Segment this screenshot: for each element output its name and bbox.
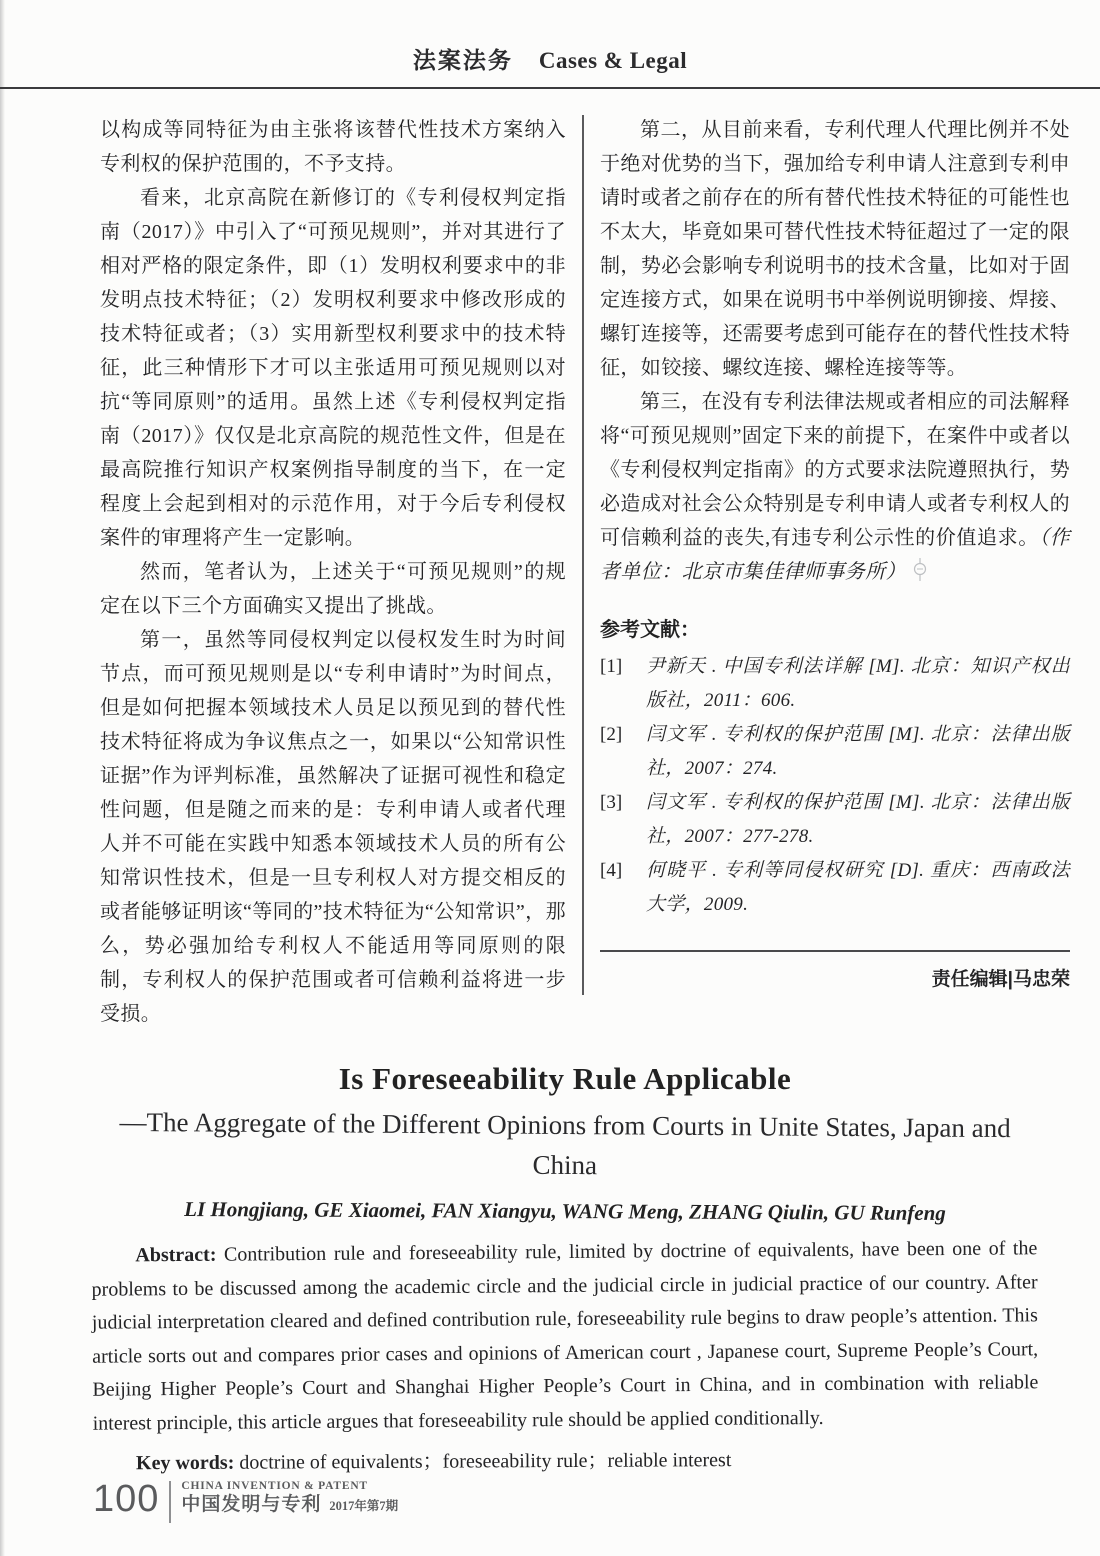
reference-text: 何晓平 . 专利等同侵权研究 [D]. 重庆：西南政法大学，2009. — [646, 860, 1070, 915]
references-heading: 参考文献： — [600, 619, 700, 641]
section-title-zh: 法案法务 — [412, 47, 513, 73]
reference-item — [600, 718, 1070, 786]
reference-item — [600, 854, 1070, 922]
journal-identity — [181, 1480, 398, 1516]
paragraph: 第一，虽然等同侵权判定以侵权发生时为时间节点，而可预见规则是以“专利申请时”为时间点，但是如何把握本领域技术人员足以预见到的替代性技术特征将成为争议焦点之一，如果以“公知常识性证据”作为评判标准，虽然解决了证据可视性和稳定性问题，但是随之而来的是：专利申请人或者代理人并不可能在实践中知悉本领域技术人员的所有公知常识性技术，但是一旦专利权人对方提交相反的或者能够证明该“等同的”技术特征为“公知常识”，那么，势必强加给专利权人不能适用等同原则的限制，专利权人的保护范围或者可信赖利益将进一步受损。 — [100, 629, 566, 1025]
reference-number: [4] — [600, 860, 623, 881]
reference-item — [600, 786, 1070, 854]
reference-text: 闫文军 . 专利权的保护范围 [M]. 北京：法律出版社，2007：274. — [646, 724, 1070, 779]
english-title: Is Foreseeability Rule Applicable — [338, 1061, 792, 1096]
journal-name-en: CHINA INVENTION & PATENT — [181, 1480, 368, 1492]
scan-edge-shadow — [0, 0, 5, 1556]
journal-name-zh: 中国发明与专利 — [181, 1494, 322, 1516]
reference-number: [1] — [600, 656, 623, 677]
abstract-text: Contribution rule and foreseeability rule, limited by doctrine of equivalents, have been one of the problems to be discussed among the academic circle and the judicial circle in judicial practice of our country. After judicial interpretation cleared and defined contribution rule, foreseeability rule begins to draw people’s attention. This article sorts out and compares prior cases and opinions of American court , Japanese court, Supreme People’s Court, Beijing Higher People’s Court and Shanghai Higher People’s Court in China, and in combination with reliable interest principle, this article argues that foreseeability rule should be applied conditionally. — [91, 1237, 1039, 1435]
reference-number: [2] — [600, 724, 623, 745]
editor-rule — [600, 950, 1070, 952]
reference-text: 尹新天 . 中国专利法详解 [M]. 北京：知识产权出版社，2011：606. — [646, 656, 1070, 711]
paragraph: 看来，北京高院在新修订的《专利侵权判定指南（2017）》中引入了“可预见规则”，并对其进行了相对严格的限定条件，即（1）发明权利要求中的非发明点技术特征；（2）发明权利要求中修改形成的技术特征或者；（3）实用新型权利要求中的技术特征，此三种情形下才可以主张适用可预见规则以对抗“等同原则”的适用。虽然上述《专利侵权判定指南（2017）》仅仅是北京高院的规范性文件，但是在最高院推行知识产权案例指导制度的当下，在一定程度上会起到相对的示范作用，对于今后专利侵权案件的审理将产生一定影响。 — [100, 187, 566, 549]
page-footer — [93, 1480, 398, 1523]
footer-divider — [169, 1481, 171, 1523]
keywords-label: Key words: — [135, 1451, 235, 1475]
keywords-text: doctrine of equivalents；foreseeability rule；reliable interest — [234, 1449, 732, 1474]
left-column — [100, 113, 566, 1031]
article-end-seal-icon — [912, 558, 928, 582]
english-abstract-section — [92, 1061, 1038, 1478]
english-keywords — [92, 1443, 1038, 1481]
reference-text: 闫文军 . 专利权的保护范围 [M]. 北京：法律出版社，2007：277-278. — [646, 792, 1070, 847]
abstract-label: Abstract: — [135, 1243, 217, 1267]
header-rule — [0, 87, 1100, 89]
author-affiliation-note: （作者单位：北京市集佳律师事务所） — [600, 527, 1070, 583]
reference-item — [600, 650, 1070, 718]
references-section — [600, 613, 1070, 922]
journal-name-zh-row — [181, 1494, 398, 1516]
responsible-editor: 责任编辑|马忠荣 — [931, 969, 1070, 990]
paragraph-with-author-note — [600, 385, 1070, 589]
section-title-en: Cases & Legal — [538, 48, 688, 73]
journal-issue: 2017年第7期 — [329, 1499, 399, 1514]
reference-number: [3] — [600, 792, 623, 813]
paragraph: 然而，笔者认为，上述关于“可预见规则”的规定在以下三个方面确实又提出了挑战。 — [100, 561, 566, 617]
page-number: 100 — [93, 1478, 160, 1520]
english-authors: LI Hongjiang, GE Xiaomei, FAN Xiangyu, WANG Meng, ZHANG Qiulin, GU Runfeng — [184, 1197, 946, 1225]
column-divider — [582, 115, 584, 995]
right-column — [600, 113, 1070, 1010]
paragraph: 以构成等同特征为由主张将该替代性技术方案纳入专利权的保护范围的，不予支持。 — [100, 119, 566, 175]
english-subtitle: —The Aggregate of the Different Opinions from Courts in Unite States, Japan and China — [119, 1106, 1011, 1181]
section-title — [413, 42, 687, 75]
page-header — [0, 0, 1100, 89]
english-abstract — [91, 1232, 1039, 1440]
article-body — [0, 113, 1100, 1031]
paragraph-text: 第三，在没有专利法律法规或者相应的司法解释将“可预见规则”固定下来的前提下，在案件中或者以《专利侵权判定指南》的方式要求法院遵照执行，势必造成对社会公众特别是专利申请人或者专利权人的可信赖利益的丧失,有违专利公示性的价值追求。 — [600, 391, 1070, 549]
paragraph: 第二，从目前来看，专利代理人代理比例并不处于绝对优势的当下，强加给专利申请人注意到专利申请时或者之前存在的所有替代性技术特征的可能性也不太大，毕竟如果可替代性技术特征超过了一定的限制，势必会影响专利说明书的技术含量，比如对于固定连接方式，如果在说明书中举例说明铆接、焊接、螺钉连接等，还需要考虑到可能存在的替代性技术特征，如铰接、螺纹连接、螺栓连接等等。 — [600, 119, 1070, 379]
